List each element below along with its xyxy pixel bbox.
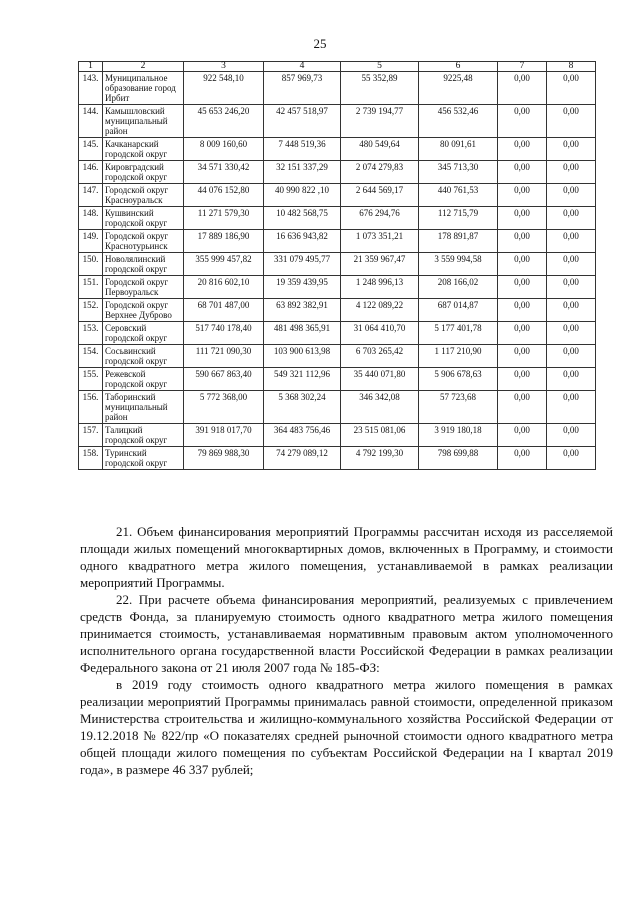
value-cell-4: 103 900 613,98: [264, 345, 341, 368]
municipality-cell: Кушвинский городской округ: [103, 207, 184, 230]
value-cell-3: 11 271 579,30: [184, 207, 264, 230]
municipality-cell: Качканарский городской округ: [103, 138, 184, 161]
row-number-cell: 156.: [79, 391, 103, 424]
value-cell-7: 0,00: [498, 184, 547, 207]
value-cell-6: 208 166,02: [419, 276, 498, 299]
value-cell-3: 17 889 186,90: [184, 230, 264, 253]
value-cell-6: 798 699,88: [419, 447, 498, 470]
value-cell-7: 0,00: [498, 424, 547, 447]
value-cell-7: 0,00: [498, 105, 547, 138]
value-cell-3: 45 653 246,20: [184, 105, 264, 138]
value-cell-8: 0,00: [547, 447, 596, 470]
row-number-cell: 150.: [79, 253, 103, 276]
value-cell-6: 1 117 210,90: [419, 345, 498, 368]
row-number-cell: 149.: [79, 230, 103, 253]
value-cell-5: 35 440 071,80: [341, 368, 419, 391]
value-cell-7: 0,00: [498, 138, 547, 161]
value-cell-5: 21 359 967,47: [341, 253, 419, 276]
value-cell-8: 0,00: [547, 161, 596, 184]
value-cell-8: 0,00: [547, 253, 596, 276]
value-cell-8: 0,00: [547, 207, 596, 230]
municipality-cell: Таборинский муниципальный район: [103, 391, 184, 424]
value-cell-8: 0,00: [547, 72, 596, 105]
value-cell-6: 440 761,53: [419, 184, 498, 207]
value-cell-4: 16 636 943,82: [264, 230, 341, 253]
row-number-cell: 145.: [79, 138, 103, 161]
value-cell-6: 178 891,87: [419, 230, 498, 253]
table-row: [79, 72, 596, 105]
value-cell-3: 355 999 457,82: [184, 253, 264, 276]
value-cell-3: 590 667 863,40: [184, 368, 264, 391]
municipality-cell: Муниципальное образование город Ирбит: [103, 72, 184, 105]
municipality-cell: Сосьвинский городской округ: [103, 345, 184, 368]
value-cell-8: 0,00: [547, 230, 596, 253]
value-cell-4: 331 079 495,77: [264, 253, 341, 276]
value-cell-3: 20 816 602,10: [184, 276, 264, 299]
municipality-cell: Новолялинский городской округ: [103, 253, 184, 276]
value-cell-6: 687 014,87: [419, 299, 498, 322]
table-row: [79, 207, 596, 230]
value-cell-5: 346 342,08: [341, 391, 419, 424]
row-number-cell: 146.: [79, 161, 103, 184]
row-number-cell: 157.: [79, 424, 103, 447]
municipality-cell: Режевской городской округ: [103, 368, 184, 391]
table-row: [79, 253, 596, 276]
table-row: [79, 138, 596, 161]
page-number: 25: [313, 36, 327, 51]
header-cell: 6: [419, 62, 498, 72]
header-cell: 7: [498, 62, 547, 72]
value-cell-8: 0,00: [547, 322, 596, 345]
value-cell-4: 10 482 568,75: [264, 207, 341, 230]
value-cell-5: 4 792 199,30: [341, 447, 419, 470]
value-cell-4: 364 483 756,46: [264, 424, 341, 447]
value-cell-3: 8 009 160,60: [184, 138, 264, 161]
municipality-cell: Городской округ Верхнее Дуброво: [103, 299, 184, 322]
row-number-cell: 155.: [79, 368, 103, 391]
header-cell: 4: [264, 62, 341, 72]
value-cell-4: 40 990 822 ,10: [264, 184, 341, 207]
value-cell-4: 32 151 337,29: [264, 161, 341, 184]
value-cell-7: 0,00: [498, 345, 547, 368]
value-cell-8: 0,00: [547, 138, 596, 161]
value-cell-3: 922 548,10: [184, 72, 264, 105]
value-cell-3: 44 076 152,80: [184, 184, 264, 207]
value-cell-7: 0,00: [498, 368, 547, 391]
value-cell-4: 857 969,73: [264, 72, 341, 105]
value-cell-6: 57 723,68: [419, 391, 498, 424]
municipality-cell: Камышловский муниципальный район: [103, 105, 184, 138]
table-row: [79, 105, 596, 138]
table-row: [79, 161, 596, 184]
row-number-cell: 152.: [79, 299, 103, 322]
header-cell: 8: [547, 62, 596, 72]
municipality-cell: Серовский городской округ: [103, 322, 184, 345]
value-cell-3: 79 869 988,30: [184, 447, 264, 470]
value-cell-5: 480 549,64: [341, 138, 419, 161]
value-cell-7: 0,00: [498, 207, 547, 230]
value-cell-8: 0,00: [547, 276, 596, 299]
table-header-row: [79, 62, 596, 72]
table-row: [79, 299, 596, 322]
value-cell-3: 34 571 330,42: [184, 161, 264, 184]
table-row: [79, 345, 596, 368]
value-cell-6: 5 906 678,63: [419, 368, 498, 391]
body-text: [80, 523, 613, 778]
value-cell-8: 0,00: [547, 424, 596, 447]
table-row: [79, 184, 596, 207]
value-cell-8: 0,00: [547, 184, 596, 207]
table-row: [79, 368, 596, 391]
municipality-cell: Городской округ Краснотурьинск: [103, 230, 184, 253]
table-row: [79, 424, 596, 447]
value-cell-5: 2 739 194,77: [341, 105, 419, 138]
paragraph-22: 22. При расчете объема финансирования мероприятий, реализуемых с привлечением средств Фонда, за планируемую стоимость одного квадратного метра жилого помещения принимается стоимость, устанавливаемая нормативным правовым актом уполномоченного исполнительного органа государственной власти Российской Федерации в рамках реализации Федерального закона от 21 июля 2007 года № 185-ФЗ:: [80, 592, 613, 675]
value-cell-4: 549 321 112,96: [264, 368, 341, 391]
header-cell: 1: [79, 62, 103, 72]
value-cell-8: 0,00: [547, 299, 596, 322]
table-row: [79, 276, 596, 299]
value-cell-5: 676 294,76: [341, 207, 419, 230]
value-cell-4: 19 359 439,95: [264, 276, 341, 299]
value-cell-5: 1 073 351,21: [341, 230, 419, 253]
value-cell-7: 0,00: [498, 161, 547, 184]
value-cell-4: 74 279 089,12: [264, 447, 341, 470]
value-cell-7: 0,00: [498, 447, 547, 470]
row-number-cell: 153.: [79, 322, 103, 345]
value-cell-6: 3 919 180,18: [419, 424, 498, 447]
paragraph-2019: в 2019 году стоимость одного квадратного метра жилого помещения в рамках реализации мероприятий Программы принималась равной стоимости, определенной приказом Министерства строительства и жилищно-коммунального хозяйства Российской Федерации от 19.12.2018 № 822/пр «О показателях средней рыночной стоимости одного квадратного метра общей площади жилого помещения по субъектам Российской Федерации на I квартал 2019 года», в размере 46 337 рублей;: [80, 677, 613, 777]
municipality-cell: Талицкий городской округ: [103, 424, 184, 447]
value-cell-3: 111 721 090,30: [184, 345, 264, 368]
row-number-cell: 147.: [79, 184, 103, 207]
row-number-cell: 151.: [79, 276, 103, 299]
value-cell-4: 5 368 302,24: [264, 391, 341, 424]
value-cell-7: 0,00: [498, 253, 547, 276]
value-cell-7: 0,00: [498, 391, 547, 424]
header-cell: 2: [103, 62, 184, 72]
value-cell-3: 68 701 487,00: [184, 299, 264, 322]
row-number-cell: 158.: [79, 447, 103, 470]
value-cell-7: 0,00: [498, 299, 547, 322]
paragraph-21: 21. Объем финансирования мероприятий Программы рассчитан исходя из расселяемой площади жилых помещений многоквартирных домов, включенных в Программу, и стоимости одного квадратного метра жилого помещения, устанавливаемой в рамках реализации мероприятий Программы.: [80, 524, 613, 590]
value-cell-5: 2 074 279,83: [341, 161, 419, 184]
value-cell-4: 481 498 365,91: [264, 322, 341, 345]
row-number-cell: 143.: [79, 72, 103, 105]
value-cell-5: 31 064 410,70: [341, 322, 419, 345]
value-cell-7: 0,00: [498, 72, 547, 105]
value-cell-8: 0,00: [547, 391, 596, 424]
value-cell-8: 0,00: [547, 345, 596, 368]
table-row: [79, 447, 596, 470]
value-cell-5: 23 515 081,06: [341, 424, 419, 447]
row-number-cell: 148.: [79, 207, 103, 230]
value-cell-5: 6 703 265,42: [341, 345, 419, 368]
value-cell-6: 3 559 994,58: [419, 253, 498, 276]
municipality-cell: Туринский городской округ: [103, 447, 184, 470]
value-cell-8: 0,00: [547, 368, 596, 391]
value-cell-5: 2 644 569,17: [341, 184, 419, 207]
municipality-cell: Городской округ Первоуральск: [103, 276, 184, 299]
value-cell-6: 112 715,79: [419, 207, 498, 230]
header-cell: 3: [184, 62, 264, 72]
value-cell-6: 9225,48: [419, 72, 498, 105]
value-cell-7: 0,00: [498, 230, 547, 253]
value-cell-6: 345 713,30: [419, 161, 498, 184]
value-cell-5: 1 248 996,13: [341, 276, 419, 299]
row-number-cell: 154.: [79, 345, 103, 368]
value-cell-6: 5 177 401,78: [419, 322, 498, 345]
municipality-cell: Городской округ Красноуральск: [103, 184, 184, 207]
value-cell-6: 80 091,61: [419, 138, 498, 161]
value-cell-6: 456 532,46: [419, 105, 498, 138]
value-cell-7: 0,00: [498, 276, 547, 299]
value-cell-3: 517 740 178,40: [184, 322, 264, 345]
table-row: [79, 391, 596, 424]
row-number-cell: 144.: [79, 105, 103, 138]
value-cell-5: 4 122 089,22: [341, 299, 419, 322]
value-cell-3: 5 772 368,00: [184, 391, 264, 424]
header-cell: 5: [341, 62, 419, 72]
value-cell-5: 55 352,89: [341, 72, 419, 105]
table-row: [79, 322, 596, 345]
value-cell-3: 391 918 017,70: [184, 424, 264, 447]
value-cell-7: 0,00: [498, 322, 547, 345]
table-row: [79, 230, 596, 253]
value-cell-4: 7 448 519,36: [264, 138, 341, 161]
value-cell-4: 42 457 518,97: [264, 105, 341, 138]
financing-table: [78, 61, 596, 470]
municipality-cell: Кировградский городской округ: [103, 161, 184, 184]
value-cell-4: 63 892 382,91: [264, 299, 341, 322]
value-cell-8: 0,00: [547, 105, 596, 138]
